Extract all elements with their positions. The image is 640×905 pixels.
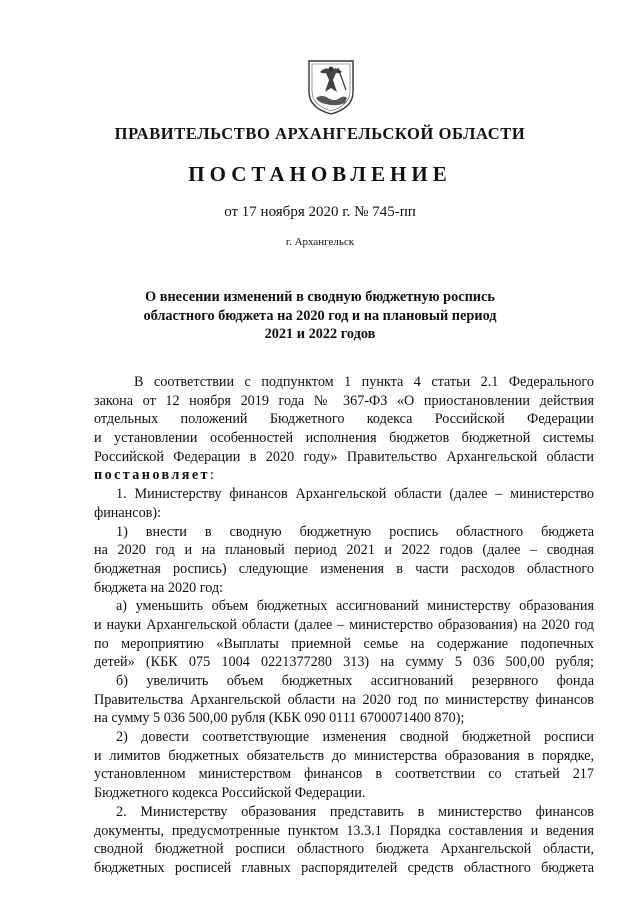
body-line: установленном министерством финансов в соответствии со статьей 217 [94, 766, 594, 783]
body-line: и лимитов бюджетных обязательств до министерства образования в порядке, [94, 747, 594, 764]
organization-name: ПРАВИТЕЛЬСТВО АРХАНГЕЛЬСКОЙ ОБЛАСТИ [114, 124, 526, 143]
body-line: Правительства Архангельской области на 2020 год по министерству финансов [94, 691, 594, 708]
title-line: областного бюджета на 2020 год и на плановый период [143, 307, 497, 324]
body-line: на сумму 5 036 500,00 рубля (КБК 090 0111 6700071400 870); [94, 710, 465, 727]
coat-of-arms-icon [306, 58, 356, 116]
body-line: б) увеличить объем бюджетных ассигнований резервного фонда [116, 673, 594, 689]
body-line: 2. Министерству образования представить в министерство финансов [116, 803, 594, 820]
body-line: по мероприятию «Выплаты приемной семье на содержание подопечных [94, 635, 594, 652]
body-line: Российской Федерации в 2020 году» Правительство Архангельской области [94, 448, 594, 465]
document-title [0, 288, 640, 344]
body-line: детей» (КБК 075 1004 0221377280 313) на сумму 5 036 500,00 рубля; [94, 654, 594, 671]
body-line: и установлении особенностей исполнения бюджетов бюджетной системы [94, 430, 594, 447]
body-line: на 2020 год и на плановый период 2021 и 2022 годов (далее – сводная [94, 542, 594, 559]
body-line: закона от 12 ноября 2019 года № 367-ФЗ «О приостановлении действия [94, 392, 594, 409]
body-line: отдельных положений Бюджетного кодекса Российской Федерации [94, 411, 594, 428]
document-city: г. Архангельск [285, 236, 355, 248]
title-line: О внесении изменений в сводную бюджетную роспись [145, 289, 495, 305]
title-line: 2021 и 2022 годов [264, 326, 376, 342]
document-type: ПОСТАНОВЛЕНИЕ [188, 162, 452, 186]
resolves-line [94, 466, 594, 485]
body-line: Бюджетного кодекса Российской Федерации. [94, 785, 366, 802]
body-line: и науки Архангельской области (далее – министерство образования) на 2020 год [94, 616, 594, 633]
body-line: сводной бюджетной росписи областного бюджета Архангельской области, [94, 841, 594, 858]
body-line: 2) довести соответствующие изменения сводной бюджетной росписи [116, 729, 594, 746]
resolves-word: постановляет [94, 467, 210, 484]
body-line: бюджетных росписей главных распорядителей средств областного бюджета [94, 859, 594, 876]
body-line: бюджета на 2020 год: [94, 579, 224, 596]
body-line: документы, предусмотренные пунктом 13.3.1 Порядка составления и ведения [94, 822, 594, 839]
body-line: бюджетная роспись) следующие изменения в части расходов областного [94, 560, 594, 577]
document-body [94, 373, 594, 878]
resolves-colon: : [209, 467, 214, 484]
document-date-number: от 17 ноября 2020 г. № 745-пп [224, 204, 416, 220]
body-line: финансов): [94, 504, 162, 521]
body-line: 1. Министерству финансов Архангельской области (далее – министерство [116, 486, 594, 503]
body-line: В соответствии с подпунктом 1 пункта 4 статьи 2.1 Федерального [134, 374, 594, 390]
body-line: 1) внести в сводную бюджетную роспись областного бюджета [116, 523, 594, 540]
body-line: а) уменьшить объем бюджетных ассигнований министерству образования [116, 598, 594, 615]
